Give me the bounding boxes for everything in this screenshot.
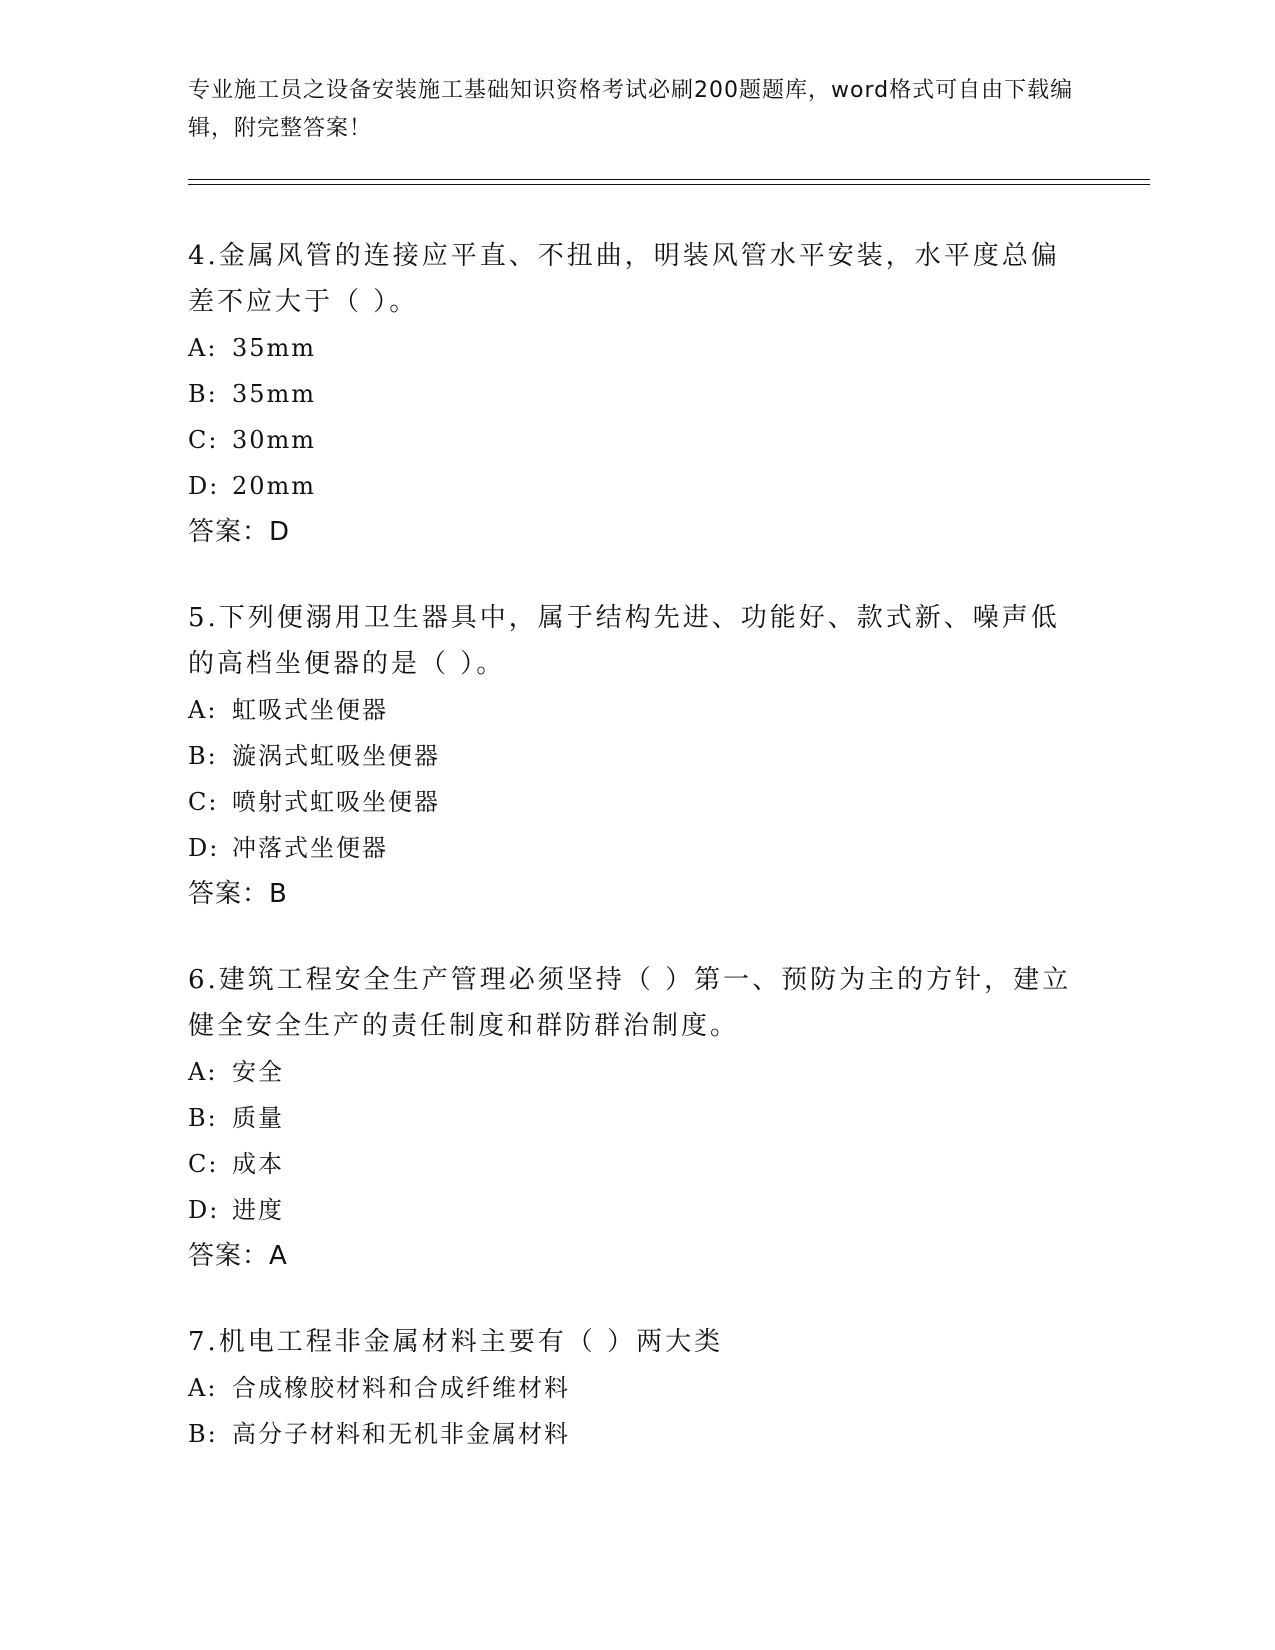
question-text: 5.下列便溺用卫生器具中，属于结构先进、功能好、款式新、噪声低的高档坐便器的是（ ）。 [188, 603, 1060, 679]
question-text: 6.建筑工程安全生产管理必须坚持（ ）第一、预防为主的方针，建立健全安全生产的责任制度和群防群治制度。 [188, 965, 1072, 1041]
question-7 [188, 1319, 1088, 1457]
header-rule-bottom [188, 184, 1150, 185]
option-key: B: [188, 380, 218, 408]
answer-line: 答案：B [188, 879, 288, 909]
question-text: 7.机电工程非金属材料主要有（ ）两大类 [188, 1327, 724, 1357]
option-key: C: [188, 788, 219, 816]
option-b [188, 733, 1088, 779]
option-c [188, 417, 1088, 463]
header-rule-top [188, 179, 1150, 180]
question-5 [188, 595, 1088, 917]
option-value: 35mm [232, 334, 317, 362]
option-d [188, 1187, 1088, 1233]
option-key: D: [188, 472, 220, 500]
option-key: B: [188, 1104, 218, 1132]
option-a [188, 1049, 1088, 1095]
option-key: B: [188, 1420, 218, 1448]
option-value: 35mm [232, 380, 317, 408]
option-value: 成本 [232, 1150, 284, 1178]
option-key: D: [188, 834, 220, 862]
option-a [188, 325, 1088, 371]
header-intro-text: 专业施工员之设备安装施工基础知识资格考试必刷200题题库，word格式可自由下载编辑，附完整答案！ [188, 78, 1074, 141]
answer-line: 答案：D [188, 517, 291, 547]
option-b [188, 371, 1088, 417]
question-list [188, 233, 1088, 1497]
option-key: A: [188, 334, 218, 362]
document-header [188, 72, 1078, 148]
option-key: D: [188, 1196, 220, 1224]
option-value: 漩涡式虹吸坐便器 [232, 742, 440, 770]
option-key: A: [188, 696, 218, 724]
option-value: 合成橡胶材料和合成纤维材料 [232, 1374, 570, 1402]
option-d [188, 825, 1088, 871]
option-value: 30mm [232, 426, 317, 454]
option-key: C: [188, 1150, 219, 1178]
option-value: 20mm [232, 472, 317, 500]
option-value: 进度 [232, 1196, 284, 1224]
option-b [188, 1095, 1088, 1141]
option-d [188, 463, 1088, 509]
option-key: A: [188, 1374, 218, 1402]
option-value: 虹吸式坐便器 [232, 696, 388, 724]
question-6 [188, 957, 1088, 1279]
option-c [188, 779, 1088, 825]
option-value: 喷射式虹吸坐便器 [232, 788, 440, 816]
option-value: 安全 [232, 1058, 284, 1086]
option-a [188, 687, 1088, 733]
option-key: B: [188, 742, 218, 770]
answer-line: 答案：A [188, 1241, 288, 1271]
option-value: 高分子材料和无机非金属材料 [232, 1420, 570, 1448]
option-a [188, 1365, 1088, 1411]
option-value: 质量 [232, 1104, 284, 1132]
question-4 [188, 233, 1088, 555]
option-b [188, 1411, 1088, 1457]
option-c [188, 1141, 1088, 1187]
option-value: 冲落式坐便器 [232, 834, 388, 862]
question-text: 4.金属风管的连接应平直、不扭曲，明装风管水平安装，水平度总偏差不应大于（ ）。 [188, 241, 1060, 317]
option-key: C: [188, 426, 219, 454]
option-key: A: [188, 1058, 218, 1086]
